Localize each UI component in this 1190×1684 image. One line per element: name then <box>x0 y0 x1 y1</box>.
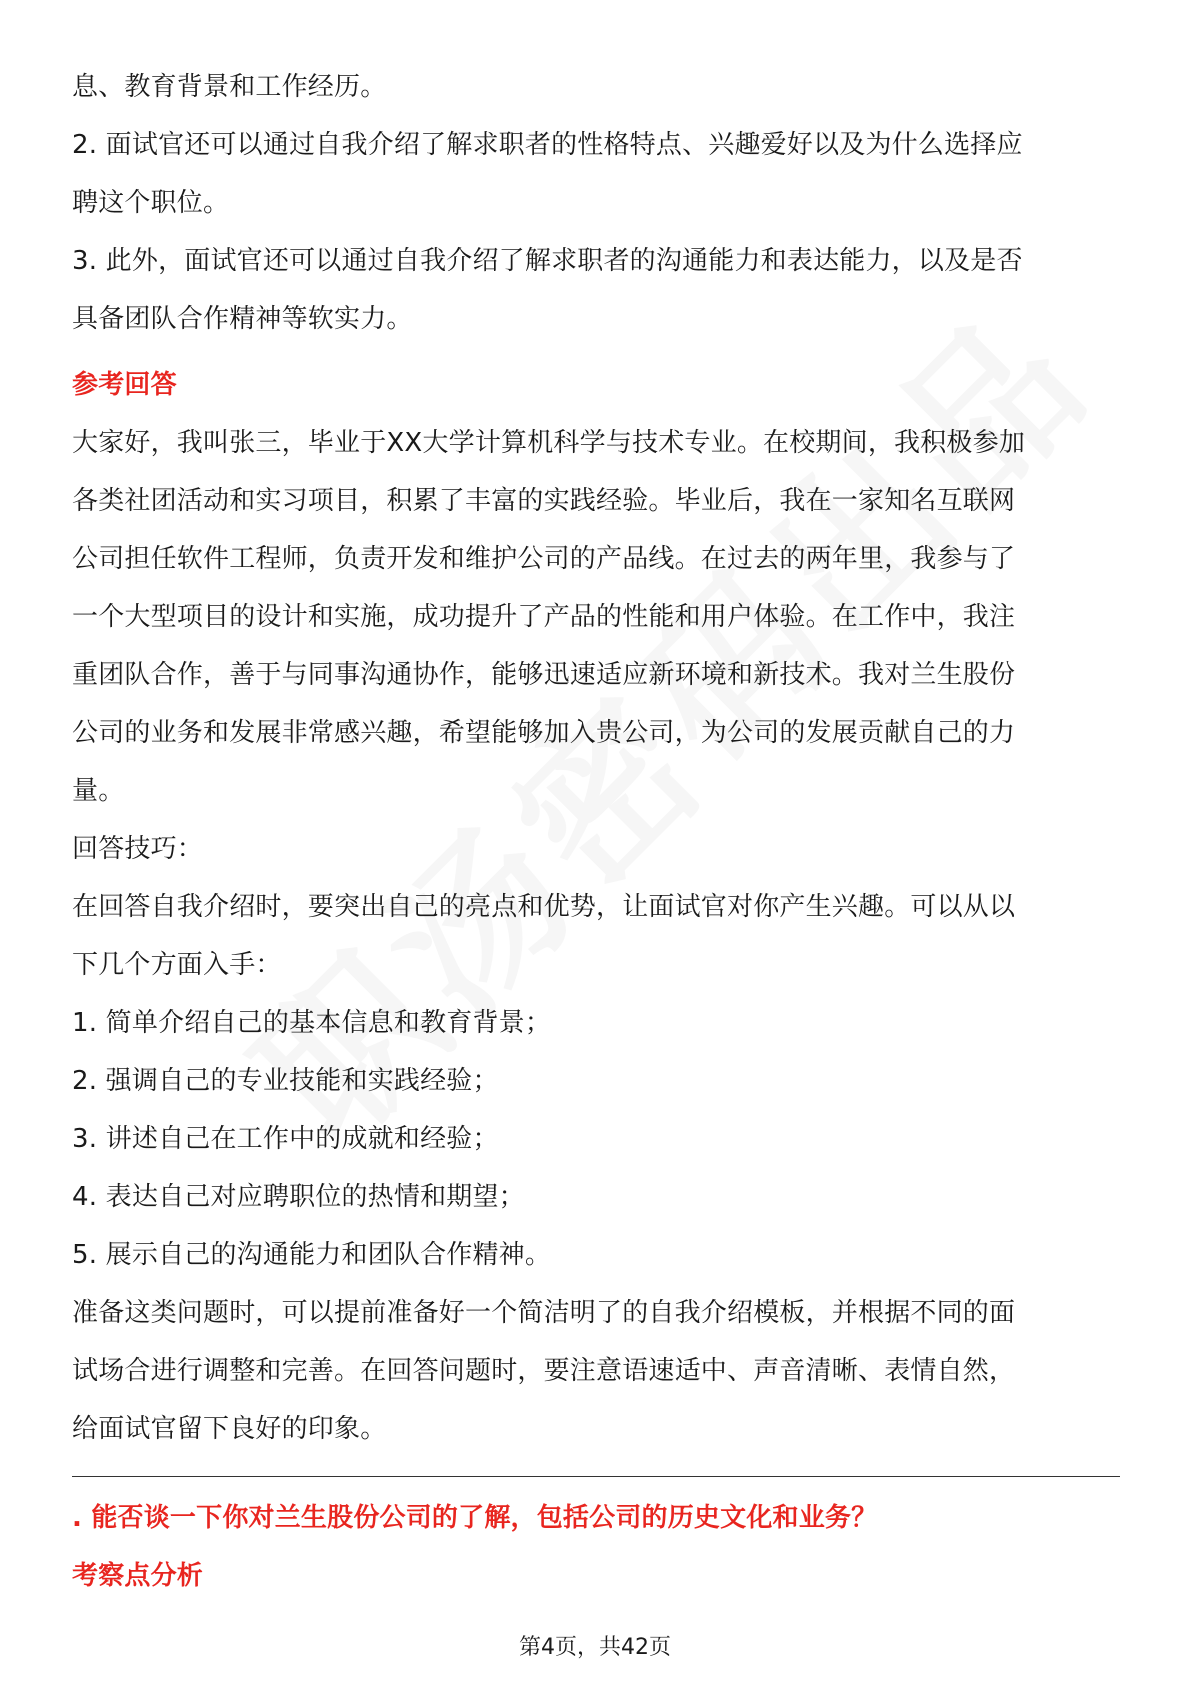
question-heading: . 能否谈一下你对兰生股份公司的了解，包括公司的历史文化和业务？ <box>72 1503 878 1533</box>
text-line: 具备团队合作精神等软实力。 <box>72 304 413 334</box>
list-item: 4. 表达自己对应聘职位的热情和期望； <box>72 1182 525 1212</box>
text-line: 公司的业务和发展非常感兴趣，希望能够加入贵公司，为公司的发展贡献自己的力 <box>72 718 1016 748</box>
text-line: 2. 面试官还可以通过自我介绍了解求职者的性格特点、兴趣爱好以及为什么选择应 <box>72 130 1023 160</box>
text-line: 一个大型项目的设计和实施，成功提升了产品的性能和用户体验。在工作中，我注 <box>72 602 1016 632</box>
text-line: 重团队合作，善于与同事沟通协作，能够迅速适应新环境和新技术。我对兰生股份 <box>72 660 1016 690</box>
text-line: 各类社团活动和实习项目，积累了丰富的实践经验。毕业后，我在一家知名互联网 <box>72 486 1016 516</box>
list-item: 2. 强调自己的专业技能和实践经验； <box>72 1066 499 1096</box>
text-line: 下几个方面入手： <box>72 950 282 980</box>
analysis-heading: 考察点分析 <box>72 1561 204 1591</box>
text-line: 试场合进行调整和完善。在回答问题时，要注意语速适中、声音清晰、表情自然， <box>72 1356 1016 1386</box>
page-number: 第4页，共42页 <box>519 1635 671 1660</box>
list-item: 1. 简单介绍自己的基本信息和教育背景； <box>72 1008 552 1038</box>
text-line: 准备这类问题时，可以提前准备好一个简洁明了的自我介绍模板，并根据不同的面 <box>72 1298 1016 1328</box>
list-item: 3. 讲述自己在工作中的成就和经验； <box>72 1124 499 1154</box>
answer-heading: 参考回答 <box>72 370 177 400</box>
text-line: 大家好，我叫张三，毕业于XX大学计算机科学与技术专业。在校期间，我积极参加 <box>72 428 1026 458</box>
list-item: 5. 展示自己的沟通能力和团队合作精神。 <box>72 1240 552 1270</box>
text-line: 聘这个职位。 <box>72 188 230 218</box>
text-line: 量。 <box>72 776 125 806</box>
text-line: 给面试官留下良好的印象。 <box>72 1414 387 1444</box>
text-line: 公司担任软件工程师，负责开发和维护公司的产品线。在过去的两年里，我参与了 <box>72 544 1016 574</box>
text-line: 3. 此外，面试官还可以通过自我介绍了解求职者的沟通能力和表达能力，以及是否 <box>72 246 1023 276</box>
section-divider <box>72 1476 1120 1477</box>
tips-heading: 回答技巧： <box>72 834 204 864</box>
text-line: 息、教育背景和工作经历。 <box>72 72 387 102</box>
intro-points <box>72 58 1122 348</box>
page-content <box>72 58 1122 1605</box>
text-line: 在回答自我介绍时，要突出自己的亮点和优势，让面试官对你产生兴趣。可以从以 <box>72 892 1016 922</box>
tips-section <box>72 878 1122 1458</box>
answer-paragraph <box>72 414 1122 820</box>
